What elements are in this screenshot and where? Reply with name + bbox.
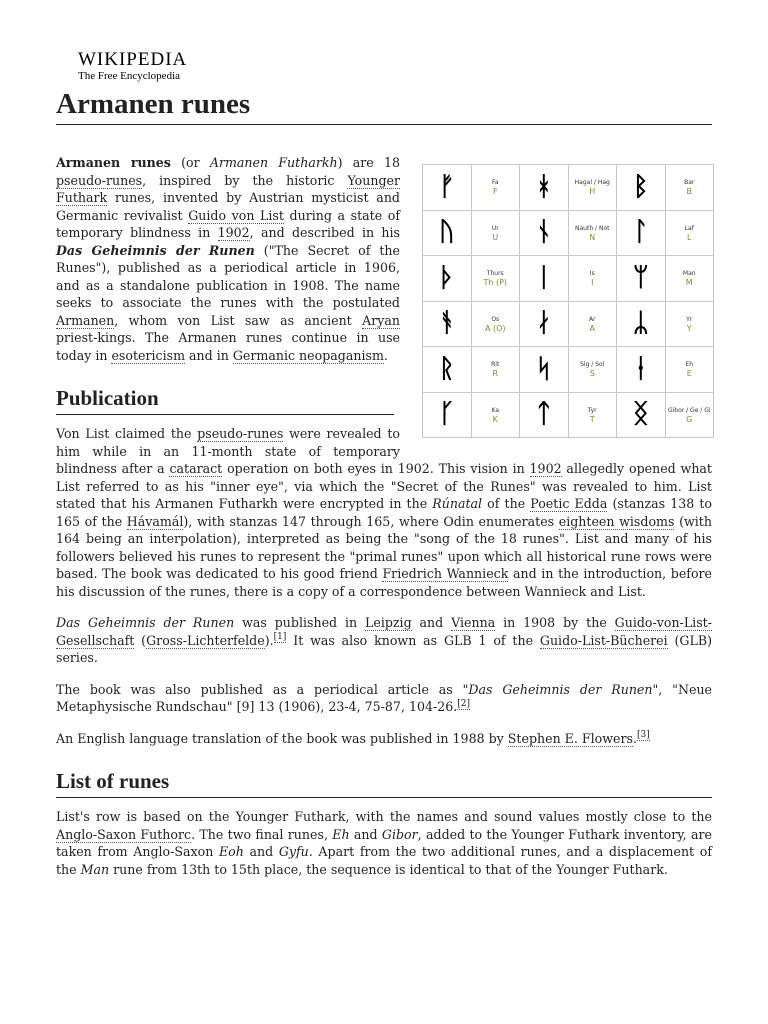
rune-sound: I: [591, 278, 594, 288]
publication-paragraph-1: Von List claimed the pseudo-runes were revealed to him while in an 11-month state of temporary blindness after a cataract operation on both eyes in 1902. This vision in 1902 allegedly opened what List referred to as his "inner eye", via which the "Secret of the Runes" was revealed to him. List stated that his Armanen Futharkh were encrypted in the Rúnatal of the Poetic Edda (stanzas 138 to 165 of the Hávamál), with stanzas 147 through 165, where Odin enumerates eighteen wisdoms (with 164 being an interpolation), interpreted as being the "song of the 18 runes". List and many of his followers believed his runes to represent the "primal runes" upon which all historical rune rows were based. The book was dedicated to his good friend Friedrich Wannieck and in the introduction, before his discussion of the runes, there is a copy of a correspondence between Wannieck and List.: [56, 426, 712, 599]
link-eighteen-wisdoms[interactable]: eighteen wisdoms: [558, 513, 675, 529]
rune-label: [568, 392, 617, 438]
rune-sound: L: [687, 232, 692, 242]
link-vienna[interactable]: Vienna: [451, 615, 496, 630]
rune-glyph: ᚱ: [423, 347, 472, 393]
rune-glyph: ᚢ: [423, 210, 472, 256]
rune-glyph: ᛋ: [520, 347, 569, 393]
rune-label: [471, 347, 520, 393]
link-1902[interactable]: 1902: [217, 225, 250, 240]
rune-sound: E: [686, 369, 692, 379]
article-body: [56, 154, 712, 892]
rune-label: [471, 210, 520, 256]
rune-name: Is: [589, 270, 595, 278]
link-guido-list-bucherei[interactable]: Guido-List-Bücherei: [539, 632, 668, 648]
rune-glyph: ᛦ: [617, 301, 666, 347]
rune-name: Gibor / Ge / Gi: [667, 406, 711, 414]
rune-sound: Y: [686, 323, 692, 333]
rune-name: Ur: [491, 224, 499, 232]
publication-paragraph-3: The book was also published as a periodical article as "Das Geheimnis der Runen", "Neue Metaphysische Rundschau" [9] 13 (1906), 23-4, 75-87, 104-26.[2]: [56, 681, 713, 714]
rune-glyph: ᚠ: [423, 165, 472, 211]
rune-glyph: ᛘ: [617, 256, 666, 302]
link-pseudo-runes[interactable]: pseudo-runes: [56, 172, 143, 188]
rune-label: [665, 256, 714, 302]
rune-glyph: ᛁ: [520, 256, 569, 302]
rune-label: [471, 392, 520, 438]
rune-label: [471, 301, 520, 347]
link-gross-lichterfelde[interactable]: Gross-Lichterfelde: [146, 632, 265, 648]
rune-label: [665, 301, 714, 347]
rune-glyph: ᛒ: [617, 165, 666, 211]
rune-sound: M: [685, 278, 693, 288]
link-cataract[interactable]: cataract: [169, 461, 223, 476]
rune-sound: U: [492, 232, 499, 242]
rune-glyph: ᚾ: [520, 210, 569, 256]
rune-name: Ar: [588, 315, 596, 323]
rune-label: [568, 301, 617, 347]
rune-sound: Th (P): [483, 278, 508, 288]
link-leipzig[interactable]: Leipzig: [365, 615, 412, 630]
rune-name: Bar: [684, 179, 695, 187]
link-esotericism[interactable]: esotericism: [111, 347, 186, 363]
list-of-runes-paragraph: List's row is based on the Younger Futhark, with the names and sound values mostly close to the Anglo-Saxon Futhorc. The two final runes, Eh and Gibor, added to the Younger Futhark inventory, are taken from Anglo-Saxon Eoh and Gyfu. Apart from the two additional runes, and a displacement of the Man rune from 13th to 15th place, the sequence is identical to that of the Younger Futhark.: [56, 809, 713, 877]
rune-label: [665, 210, 714, 256]
rune-glyph: ᛚ: [617, 210, 666, 256]
rune-glyph: ᚼ: [520, 165, 569, 211]
rune-table: [422, 164, 714, 438]
rune-sound: A: [589, 323, 595, 333]
rune-row: [423, 347, 714, 393]
link-guido-von-list[interactable]: Guido von List: [188, 207, 284, 223]
publication-paragraph-4: An English language translation of the book was published in 1988 by Stephen E. Flowers.[3]: [56, 730, 650, 746]
link-1902-2[interactable]: 1902: [529, 461, 562, 476]
intro-paragraph: Armanen runes (or Armanen Futharkh) are 18 pseudo-runes, inspired by the historic Younger Futhark runes, invented by Austrian mysticist and Germanic revivalist Guido von List during a state of temporary blindness in 1902, and described in his Das Geheimnis der Runen ("The Secret of the Runes"), published as a periodical article in 1906, and as a standalone publication in 1908. The name seeks to associate the runes with the postulated Armanen, whom von List saw as ancient Aryan priest-kings. The Armanen runes continue in use today in esotericism and in Germanic neopaganism.: [56, 155, 400, 363]
citation-3[interactable]: [3]: [636, 730, 650, 741]
rune-sound: B: [686, 187, 692, 197]
link-aryan[interactable]: Aryan: [362, 312, 400, 328]
publication-paragraph-2: Das Geheimnis der Runen was published in Leipzig and Vienna in 1908 by the Guido-von-List-Gesellschaft (Gross-Lichterfelde).[1] It was also known as GLB 1 of the Guido-List-Bücherei (GLB) series.: [56, 615, 712, 665]
rune-row: [423, 165, 714, 211]
rune-name: Laf: [684, 224, 694, 232]
wikipedia-logo[interactable]: [78, 50, 187, 82]
rune-name: Rit: [491, 361, 500, 369]
rune-name: Nauth / Not: [575, 224, 610, 232]
rune-sound: G: [686, 414, 693, 424]
rune-glyph: ᚬ: [423, 301, 472, 347]
rune-label: [665, 165, 714, 211]
rune-sound: N: [589, 232, 596, 242]
rune-sound: A (O): [484, 323, 506, 333]
rune-glyph: ᛅ: [520, 301, 569, 347]
heading-list-of-runes: List of runes: [56, 767, 712, 798]
link-younger-futhark[interactable]: Younger Futhark: [56, 172, 400, 205]
rune-name: Hagal / Hag: [574, 179, 610, 187]
rune-glyph: ᚴ: [423, 392, 472, 438]
logo-tagline: The Free Encyclopedia: [78, 70, 181, 82]
rune-glyph: ᛝ: [617, 392, 666, 438]
rune-sound: K: [492, 414, 498, 424]
rune-name: Ka: [491, 406, 499, 414]
link-havamal[interactable]: Hávamál: [126, 513, 184, 529]
rune-glyph: ᛂ: [617, 347, 666, 393]
link-germanic-neopaganism[interactable]: Germanic neopaganism: [232, 347, 384, 363]
link-stephen-flowers[interactable]: Stephen E. Flowers: [507, 730, 633, 746]
citation-2[interactable]: [2]: [457, 698, 471, 709]
rune-name: Fa: [491, 179, 499, 187]
link-guido-von-list-gesellschaft[interactable]: Guido-von-List-Gesellschaft: [56, 615, 712, 648]
rune-label: [568, 256, 617, 302]
rune-label: [568, 347, 617, 393]
rune-glyph: ᛏ: [520, 392, 569, 438]
rune-name: Os: [491, 315, 500, 323]
rune-sound: F: [492, 187, 498, 197]
rune-row: [423, 256, 714, 302]
rune-label: [568, 210, 617, 256]
link-armanen[interactable]: Armanen: [56, 312, 115, 328]
rune-name: Man: [682, 270, 696, 278]
rune-label: [665, 347, 714, 393]
rune-sound: R: [492, 369, 499, 379]
rune-name: Yr: [686, 315, 693, 323]
link-poetic-edda[interactable]: Poetic Edda: [530, 496, 608, 511]
rune-sound: T: [589, 414, 595, 424]
rune-label: [568, 165, 617, 211]
rune-name: Sig / Sol: [580, 361, 605, 369]
heading-publication: Publication: [56, 384, 394, 415]
link-pseudo-runes-2[interactable]: pseudo-runes: [197, 426, 284, 441]
rune-label: [665, 392, 714, 438]
citation-1[interactable]: [1]: [273, 632, 287, 643]
rune-name: Eh: [685, 361, 694, 369]
rune-label: [471, 165, 520, 211]
rune-row: [423, 210, 714, 256]
rune-row: [423, 392, 714, 438]
link-anglo-saxon-futhorc[interactable]: Anglo-Saxon Futhorc: [56, 826, 192, 842]
link-friedrich-wannieck[interactable]: Friedrich Wannieck: [382, 566, 509, 581]
rune-label: [471, 256, 520, 302]
rune-row: [423, 301, 714, 347]
rune-glyph: ᚦ: [423, 256, 472, 302]
rune-sound: H: [589, 187, 596, 197]
rune-sound: S: [589, 369, 595, 379]
page-title: Armanen runes: [56, 84, 712, 125]
logo-wordmark: WIKIPEDIA: [78, 49, 188, 70]
rune-name: Tyr: [587, 406, 597, 414]
rune-name: Thurs: [486, 270, 504, 278]
